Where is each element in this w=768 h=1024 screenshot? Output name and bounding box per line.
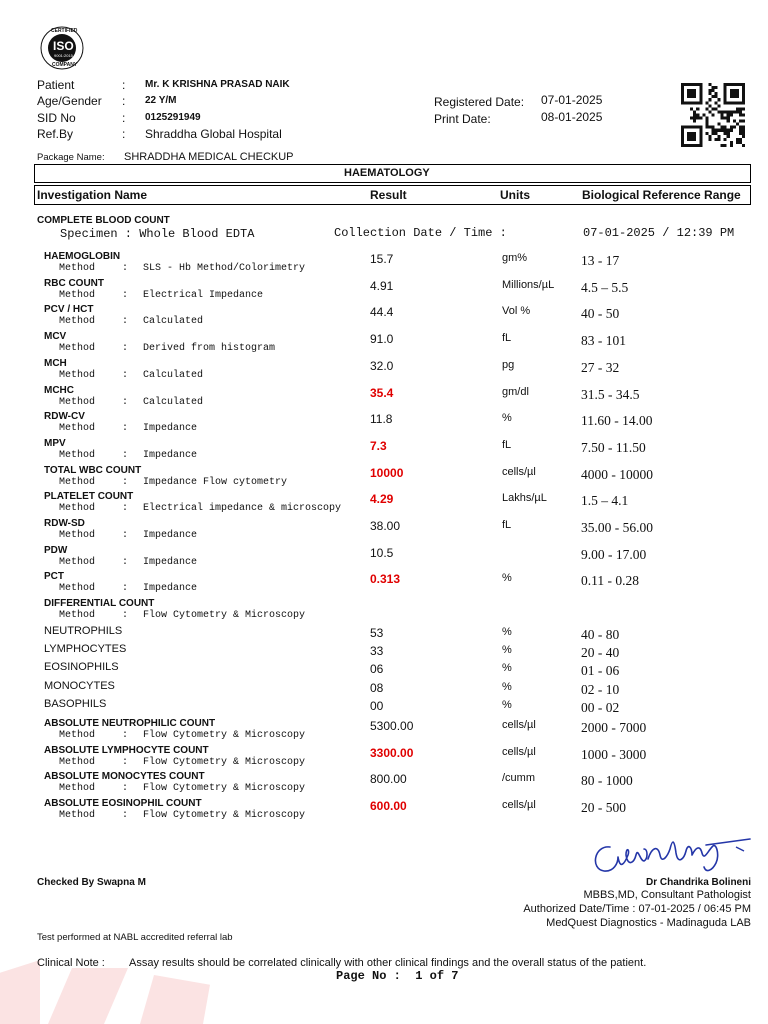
method-value: Flow Cytometry & Microscopy — [143, 757, 306, 768]
method-colon: : — [122, 556, 129, 568]
method-value: Impedance — [143, 449, 198, 461]
differential-name: BASOPHILS — [44, 698, 107, 710]
absolute-unit: cells/µl — [502, 719, 536, 731]
differential-title: DIFFERENTIAL COUNT — [44, 598, 155, 609]
test-range: 35.00 - 56.00 — [581, 520, 653, 535]
watermark-block-right — [140, 975, 210, 1024]
differential-result: 00 — [370, 699, 384, 713]
test-name: PCT — [44, 571, 64, 583]
col-units: Units — [500, 188, 530, 202]
test-name: MCH — [44, 357, 67, 369]
test-result: 15.7 — [370, 252, 394, 266]
differential-name: MONOCYTES — [44, 680, 115, 692]
col-investigation-name: Investigation Name — [37, 188, 148, 202]
doctor-title: MBBS,MD, Consultant Pathologist — [583, 889, 751, 901]
method-label: Method — [59, 476, 96, 488]
method-colon: : — [122, 423, 129, 435]
differential-unit: % — [502, 681, 512, 693]
absolute-range: 80 - 1000 — [581, 773, 633, 788]
iso-sub-text: 9001:2015 — [54, 53, 73, 58]
method-value: Flow Cytometry & Microscopy — [143, 730, 306, 741]
test-range: 40 - 50 — [581, 306, 620, 322]
absolute-result: 3300.00 — [370, 746, 414, 760]
test-unit: gm/dl — [502, 385, 529, 398]
test-unit: Millions/µL — [502, 278, 555, 291]
method-value: Impedance — [143, 423, 198, 435]
absolute-name: ABSOLUTE EOSINOPHIL COUNT — [44, 798, 202, 809]
watermark-block-left — [0, 960, 40, 1024]
test-range: 31.5 - 34.5 — [581, 386, 640, 402]
test-name: MCV — [44, 331, 67, 343]
test-name: TOTAL WBC COUNT — [44, 464, 142, 476]
iso-logo — [40, 26, 84, 70]
test-name: RBC COUNT — [44, 277, 104, 289]
iso-center-text: ISO — [53, 39, 74, 53]
method-value: Flow Cytometry & Microscopy — [143, 610, 306, 621]
differential-unit: % — [502, 626, 512, 638]
test-result: 10.5 — [370, 545, 394, 560]
test-result: 4.91 — [370, 278, 394, 293]
differential-range: 40 - 80 — [581, 627, 620, 642]
test-result: 44.4 — [370, 305, 394, 320]
package-value: SHRADDHA MEDICAL CHECKUP — [124, 151, 294, 163]
authorized-datetime: Authorized Date/Time : 07-01-2025 / 06:45 PM — [523, 903, 751, 915]
method-colon: : — [122, 503, 129, 515]
test-result: 10000 — [370, 465, 404, 480]
absolute-name: ABSOLUTE LYMPHOCYTE COUNT — [44, 745, 209, 756]
test-range: 11.60 - 14.00 — [581, 413, 653, 429]
differential-result: 08 — [370, 681, 384, 695]
differential-unit: % — [502, 662, 512, 674]
checked-by: Checked By Swapna M — [37, 877, 146, 888]
method-value: Electrical Impedance — [143, 289, 264, 301]
test-name: RDW-SD — [44, 518, 85, 529]
group-title: COMPLETE BLOOD COUNT — [37, 215, 170, 226]
method-label: Method — [59, 530, 96, 541]
registered-date-value: 07-01-2025 — [541, 93, 603, 107]
test-unit: fL — [502, 519, 512, 531]
method-value: Flow Cytometry & Microscopy — [143, 783, 306, 794]
age-colon: : — [122, 94, 126, 108]
test-range: 4.5 – 5.5 — [581, 279, 629, 295]
test-unit: pg — [502, 358, 515, 371]
method-colon: : — [122, 610, 129, 621]
test-result: 35.4 — [370, 385, 394, 400]
method-colon: : — [122, 449, 129, 461]
method-label: Method — [59, 757, 96, 768]
test-range: 83 - 101 — [581, 333, 626, 349]
absolute-unit: /cumm — [502, 772, 535, 784]
method-value: Calculated — [143, 396, 204, 408]
differential-unit: % — [502, 699, 512, 711]
sid-value: 0125291949 — [145, 112, 201, 123]
test-name: PLATELET COUNT — [44, 491, 134, 503]
page-number: Page No : 1 of 7 — [336, 969, 459, 983]
test-result: 38.00 — [370, 519, 401, 533]
clinical-note-text: Assay results should be correlated clinically with other clinical findings and the overall status of the patient. — [129, 957, 647, 969]
nabl-note: Test performed at NABL accredited referral lab — [37, 932, 233, 943]
absolute-result: 600.00 — [370, 799, 407, 813]
sid-colon: : — [122, 111, 126, 125]
method-label: Method — [59, 783, 96, 794]
differential-range: 02 - 10 — [581, 682, 620, 697]
watermark-block-mid — [48, 968, 128, 1024]
differential-range: 00 - 02 — [581, 700, 620, 715]
method-colon: : — [122, 583, 129, 595]
method-value: Derived from histogram — [143, 343, 276, 355]
test-result: 0.313 — [370, 572, 401, 587]
col-result: Result — [370, 188, 407, 202]
method-label: Method — [59, 449, 96, 461]
test-name: PCV / HCT — [44, 304, 94, 316]
method-colon: : — [122, 476, 129, 488]
print-date-value: 08-01-2025 — [541, 110, 603, 124]
test-name: HAEMOGLOBIN — [44, 251, 121, 262]
differential-range: 20 - 40 — [581, 645, 620, 660]
method-value: Calculated — [143, 369, 204, 381]
ref-value: Shraddha Global Hospital — [145, 127, 282, 141]
test-result: 7.3 — [370, 438, 387, 453]
test-unit: cells/µl — [502, 465, 536, 478]
test-unit: gm% — [502, 252, 528, 264]
doctor-name: Dr Chandrika Bolineni — [645, 877, 751, 888]
test-unit: Vol % — [502, 305, 531, 318]
registered-date-label: Registered Date: — [434, 95, 525, 109]
method-label: Method — [59, 610, 96, 621]
patient-name: Mr. K KRISHNA PRASAD NAIK — [145, 79, 290, 90]
differential-range: 01 - 06 — [581, 663, 620, 678]
method-value: Flow Cytometry & Microscopy — [143, 810, 306, 821]
test-range: 27 - 32 — [581, 359, 620, 375]
collection-value: 07-01-2025 / 12:39 PM — [583, 226, 735, 240]
method-value: Impedance Flow cytometry — [143, 476, 288, 488]
differential-name: EOSINOPHILS — [44, 661, 119, 673]
method-colon: : — [122, 369, 129, 381]
absolute-name: ABSOLUTE NEUTROPHILIC COUNT — [44, 718, 216, 729]
method-colon: : — [122, 757, 129, 768]
method-label: Method — [59, 583, 96, 595]
test-result: 11.8 — [370, 412, 393, 427]
method-value: Calculated — [143, 316, 204, 328]
section-title: HAEMATOLOGY — [344, 167, 430, 179]
test-range: 1.5 – 4.1 — [581, 493, 629, 509]
test-name: RDW-CV — [44, 411, 85, 423]
test-result: 91.0 — [370, 332, 394, 347]
method-label: Method — [59, 730, 96, 741]
test-unit: fL — [502, 332, 512, 345]
differential-result: 33 — [370, 644, 384, 658]
test-unit: % — [502, 412, 512, 425]
patient-colon: : — [122, 78, 126, 92]
absolute-range: 1000 - 3000 — [581, 747, 647, 762]
qr-code-icon — [681, 83, 745, 147]
test-name: PDW — [44, 544, 68, 556]
print-date-label: Print Date: — [434, 112, 491, 126]
test-range: 13 - 17 — [581, 253, 620, 268]
iso-top-text: CERTIFIED — [51, 28, 78, 34]
absolute-unit: cells/µl — [502, 799, 536, 811]
method-value: SLS - Hb Method/Colorimetry — [143, 263, 306, 274]
method-colon: : — [122, 316, 129, 328]
method-label: Method — [59, 503, 96, 515]
method-colon: : — [122, 263, 129, 274]
test-range: 9.00 - 17.00 — [581, 546, 647, 562]
method-colon: : — [122, 343, 129, 355]
lab-name: MedQuest Diagnostics - Madinaguda LAB — [546, 917, 751, 929]
test-result: 4.29 — [370, 492, 394, 507]
absolute-result: 5300.00 — [370, 719, 414, 733]
test-unit: fL — [502, 438, 512, 451]
test-range: 7.50 - 11.50 — [581, 439, 646, 455]
clinical-note-label: Clinical Note : — [37, 957, 105, 969]
method-colon: : — [122, 396, 129, 408]
test-name: MPV — [44, 437, 66, 449]
sid-label: SID No — [37, 111, 76, 125]
method-label: Method — [59, 556, 96, 568]
test-range: 4000 - 10000 — [581, 466, 653, 482]
method-colon: : — [122, 810, 129, 821]
method-label: Method — [59, 810, 96, 821]
method-label: Method — [59, 423, 96, 435]
method-colon: : — [122, 289, 129, 301]
method-label: Method — [59, 289, 96, 301]
patient-label: Patient — [37, 78, 75, 92]
method-value: Impedance — [143, 530, 198, 541]
method-label: Method — [59, 396, 96, 408]
differential-result: 06 — [370, 662, 384, 676]
absolute-unit: cells/µl — [502, 746, 536, 758]
test-unit: Lakhs/µL — [502, 492, 547, 505]
absolute-range: 20 - 500 — [581, 800, 626, 815]
method-value: Impedance — [143, 583, 198, 595]
method-colon: : — [122, 730, 129, 741]
signature-image — [588, 825, 758, 877]
collection-label: Collection Date / Time : — [334, 226, 507, 240]
method-label: Method — [59, 316, 96, 328]
differential-result: 53 — [370, 626, 384, 640]
absolute-range: 2000 - 7000 — [581, 720, 647, 735]
differential-name: NEUTROPHILS — [44, 625, 123, 637]
age-value: 22 Y/M — [145, 95, 177, 106]
differential-unit: % — [502, 644, 512, 656]
absolute-name: ABSOLUTE MONOCYTES COUNT — [44, 771, 205, 782]
ref-colon: : — [122, 127, 126, 141]
method-label: Method — [59, 343, 96, 355]
absolute-result: 800.00 — [370, 772, 407, 786]
differential-name: LYMPHOCYTES — [44, 643, 127, 655]
col-reference-range: Biological Reference Range — [582, 188, 741, 202]
method-colon: : — [122, 783, 129, 794]
specimen-text: Specimen : Whole Blood EDTA — [60, 227, 255, 241]
method-label: Method — [59, 263, 96, 274]
test-unit: % — [502, 572, 512, 585]
iso-bottom-text: COMPANY — [52, 62, 78, 68]
method-label: Method — [59, 369, 96, 381]
method-colon: : — [122, 530, 129, 541]
method-value: Electrical impedance & microscopy — [143, 503, 342, 515]
test-name: MCHC — [44, 384, 74, 396]
package-label: Package Name: — [37, 152, 105, 163]
test-result: 32.0 — [370, 358, 394, 373]
age-label: Age/Gender — [37, 94, 102, 108]
method-value: Impedance — [143, 556, 198, 568]
test-range: 0.11 - 0.28 — [581, 573, 639, 589]
ref-label: Ref.By — [37, 127, 74, 141]
